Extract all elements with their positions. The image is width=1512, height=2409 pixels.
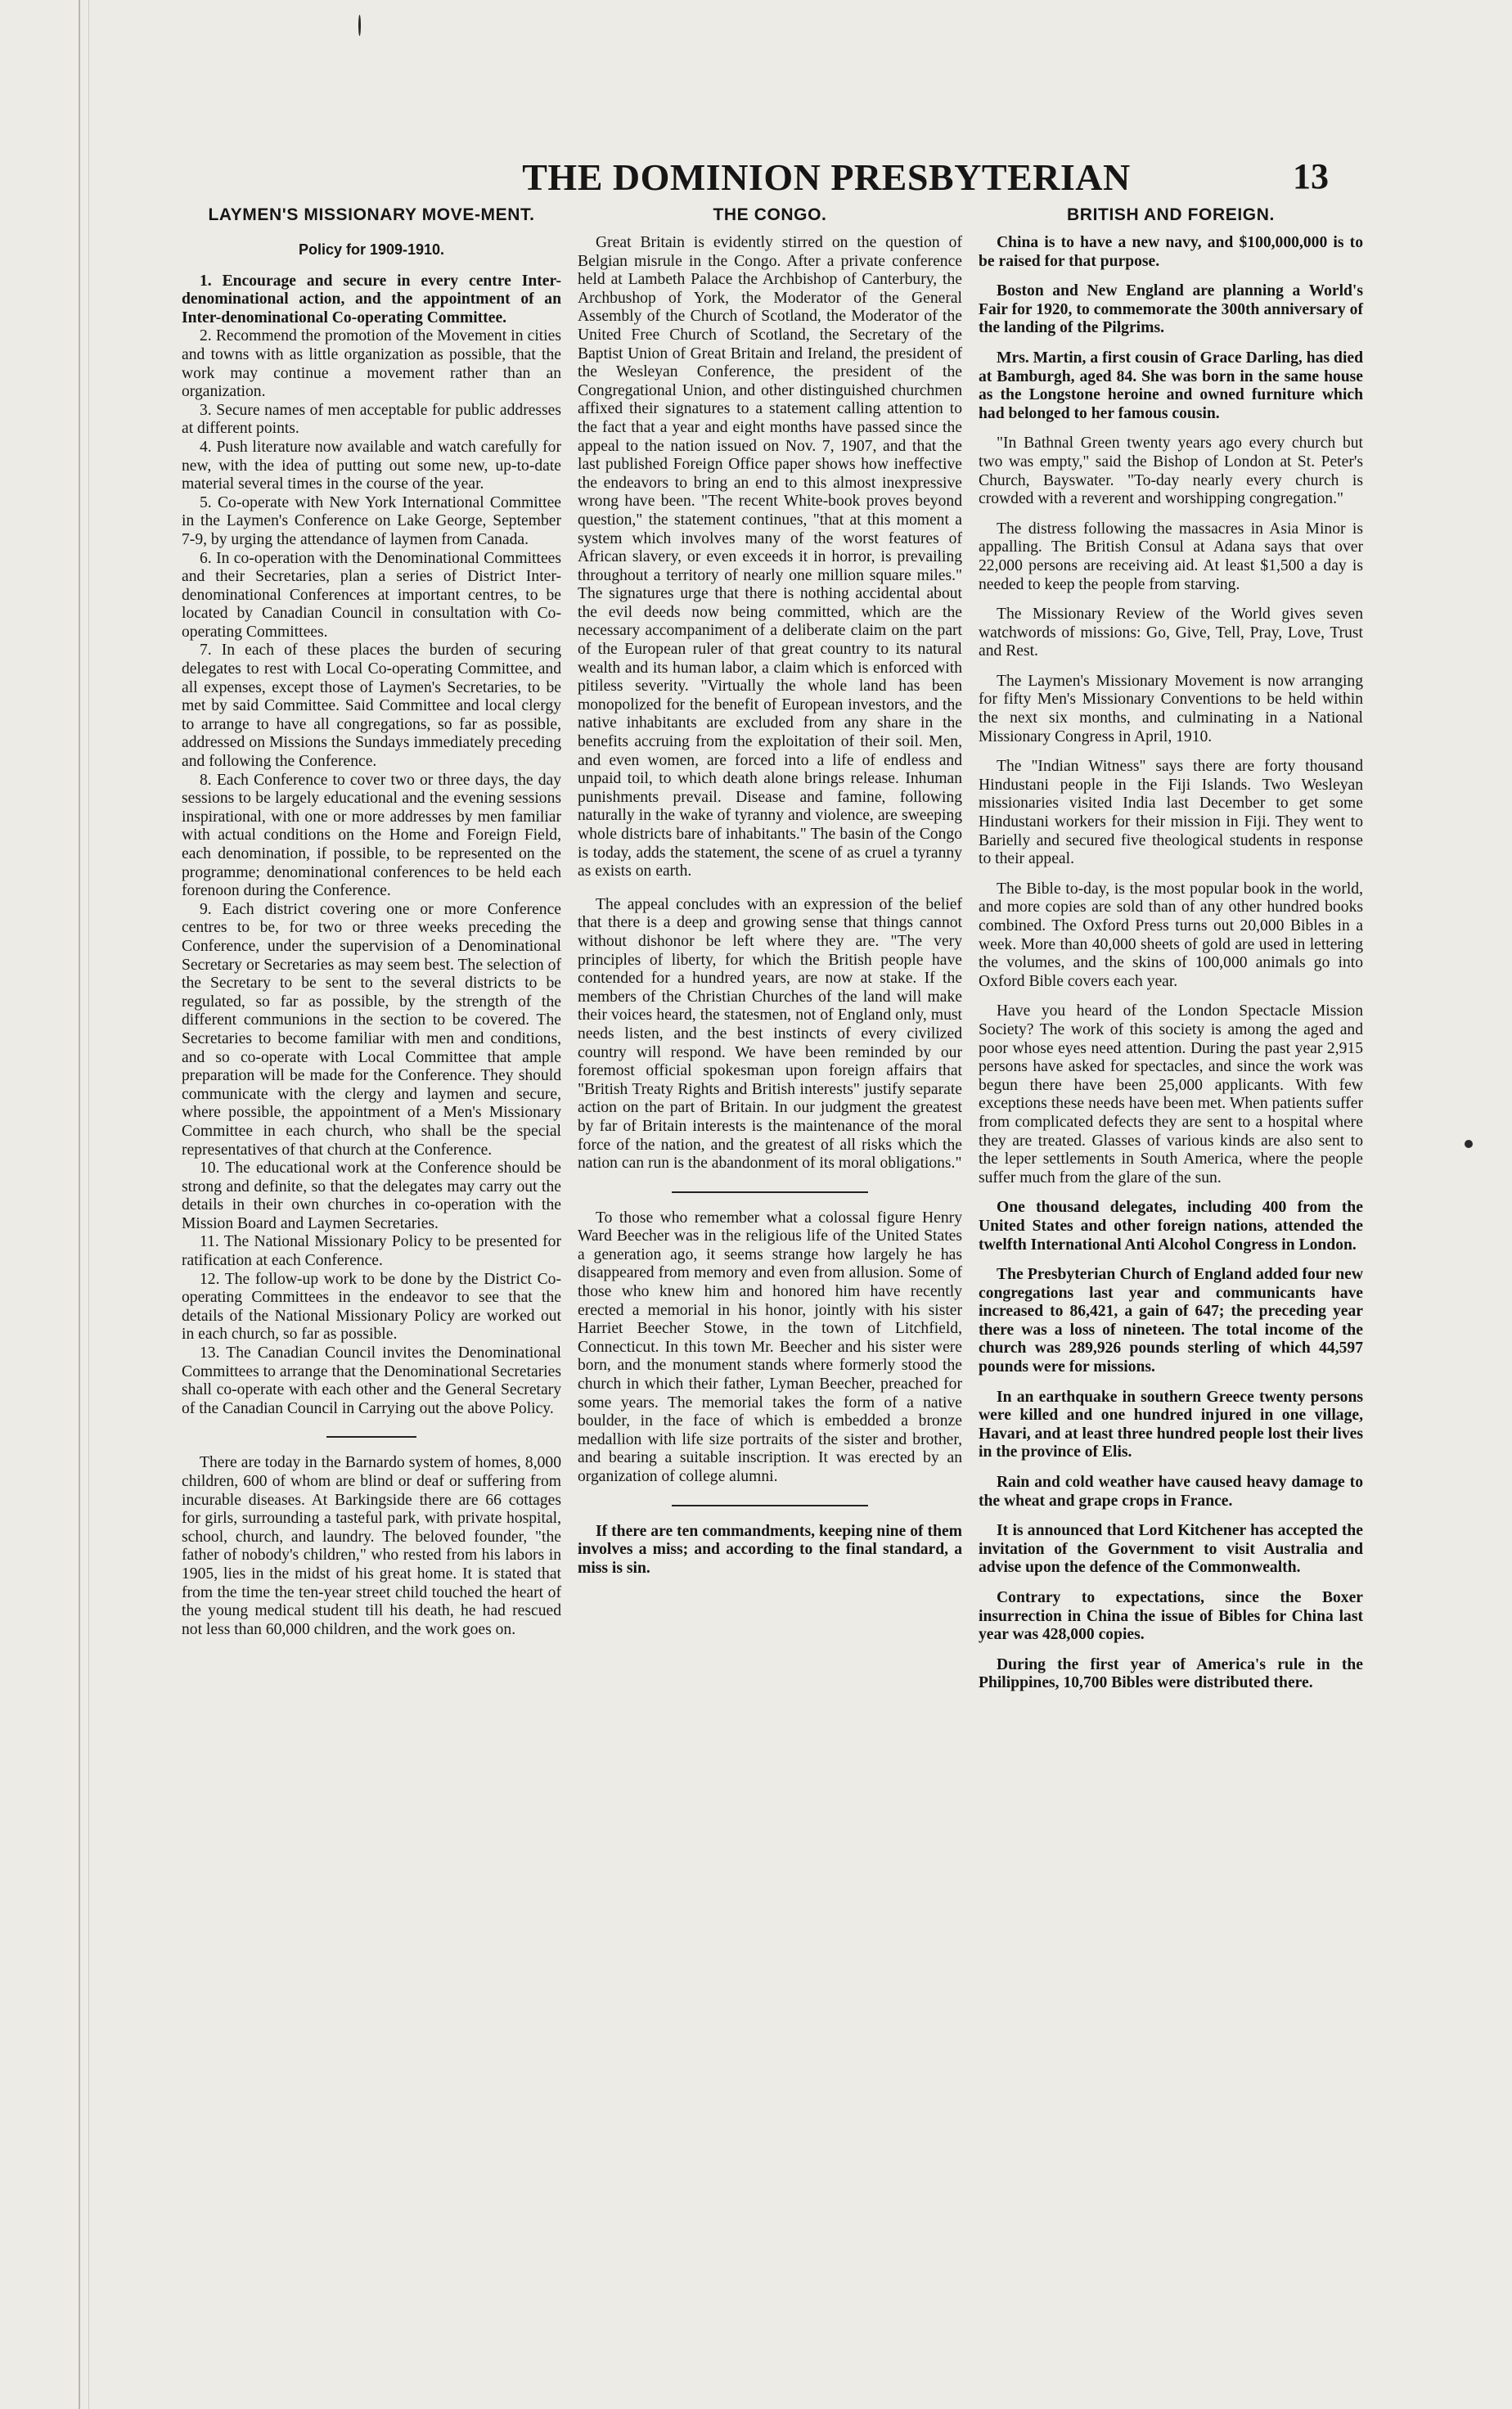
news-item: The Presbyterian Church of England added four new congregations last year and communicants have increased to 86,421, a gain of 647; the preceding year there was a loss of nineteen. The total income of the church was 289,926 pounds sterling of which 44,597 pounds were for missions. [979,1266,1363,1376]
congo-paragraph: The appeal concludes with an expression of the belief that there is a deep and growing sense that things cannot without dishonor be left where they are. "The very principles of liberty, for which the British people have contended for a hundred years, are now at stake. If the members of the Christian Churches of the land will make their voices heard, the statesmen, not of England only, must needs listen, and the best instincts of every civilized country will respond. We have been reminded by our foremost official spokesman upon foreign affairs that "British Treaty Rights and British interests" justify separate action on the part of Britain. In our judgment the greatest by far of Britain interests is the maintenance of the moral force of the nation, and the greatest of all risks which the nation can run is the abandonment of its moral obligations." [578,895,962,1173]
news-item: One thousand delegates, including 400 from the United States and other foreign nations, attended the twelfth International Anti Alcohol Congress in London. [979,1199,1363,1254]
news-item: The distress following the massacres in Asia Minor is appalling. The British Consul at Adana says that over 22,000 persons are receiving aid. At least $1,500 a day is needed to keep the people from starving. [979,520,1363,593]
news-item: During the first year of America's rule in the Philippines, 10,700 Bibles were distributed there. [979,1655,1363,1692]
column-congo [578,205,962,1578]
news-item: The Missionary Review of the World gives seven watchwords of missions: Go, Give, Tell, Pray, Love, Trust and Rest. [979,606,1363,660]
commandments-article: If there are ten commandments, keeping nine of them involves a miss; and according to the final standard, a miss is sin. [578,1522,962,1577]
news-item: Have you heard of the London Spectacle Mission Society? The work of this society is among the aged and poor whose eyes need attention. During the past year 2,915 persons have asked for spectacles, and since the work was begun there have been 25,000 applicants. With few exceptions these needs have been met. When patients suffer from complicated defects they are sent to a hospital where they are treated. Glasses of various kinds are also sent to the leper settlements in South America, where the people suffer much from the glare of the sun. [979,1002,1363,1186]
barnardo-article: There are today in the Barnardo system of homes, 8,000 children, 600 of whom are blind or deaf or suffering from incurable diseases. At Barkingside there are 66 cottages for girls, surrounding a tasteful park, with private hospital, school, church, and laundry. The beloved founder, "the father of nobody's children," who rested from his labors in 1905, lies in the midst of his great home. It is stated that from the time the ten-year street child touched the heart of the young medical student till his death, he had rescued not less than 60,000 children, and the work goes on. [182,1454,561,1638]
section-divider [326,1436,416,1438]
scan-mark [358,15,361,36]
news-item: The Bible to-day, is the most popular book in the world, and more copies are sold than of any other hundred books combined. The Oxford Press turns out 20,000 Bibles in a week. More than 40,000 sheets of gold are used in lettering the volumes, and the skins of 100,000 animals go into Oxford Bible covers each year. [979,880,1363,990]
policy-item: 2. Recommend the promotion of the Movement in cities and towns with as little organization as possible, that the work may continue a movement rather than an organization. [182,327,561,401]
news-item: Mrs. Martin, a first cousin of Grace Darling, has died at Bamburgh, aged 84. She was born in the same house as the Longstone heroine and owned furniture which had belonged to her famous cousin. [979,349,1363,422]
article-subheading: Policy for 1909-1910. [298,241,445,258]
page-number: 13 [1293,156,1329,196]
policy-item: 9. Each district covering one or more Conference centres to be, for two or three weeks preceding the Conference, under the supervision of a Denominational Secretary or Secretaries as may seem best. The selection of the Secretary to be sent to the several districts to be regulated, so far as possible, by the strength of the different communions in the section to be covered. The Secretaries to become familiar with men and conditions, and so co-operate with Local Committee that ample preparation will be made for the Conference. They should communicate with the clergy and laymen and secure, where possible, the appointment of a Men's Missionary Committee in each church, who shall be the special representatives of that church at the Conference. [182,900,561,1159]
masthead: THE DOMINION PRESBYTERIAN [522,156,1131,198]
policy-item: 1. Encourage and secure in every centre Inter-denominational action, and the appointment of an Inter-denominational Co-operating Committee. [182,272,561,326]
binding-edge-line [79,0,80,2409]
policy-item: 10. The educational work at the Conference should be strong and definite, so that the delegates may carry out the details in their own churches in co-operation with the Mission Board and Laymen Secretaries. [182,1159,561,1232]
news-item: Rain and cold weather have caused heavy damage to the wheat and grape crops in France. [979,1474,1363,1510]
policy-item: 7. In each of these places the burden of securing delegates to rest with Local Co-operating Committee, and all expenses, except those of Laymen's Secretaries, to be met by said Committee. Said Committee and local clergy to arrange to have all congregations, so far as possible, addressed on Missions the Sundays immediately preceding and following the Conference. [182,642,561,771]
policy-item: 12. The follow-up work to be done by the District Co-operating Committees in the endeavor to see that the details of the National Missionary Policy are worked out in each church, so far as possible. [182,1270,561,1344]
news-item: In an earthquake in southern Greece twenty persons were killed and one hundred injured in one village, Havari, and at least three hundred people lost their lives in the province of Elis. [979,1388,1363,1461]
policy-item: 4. Push literature now available and watch carefully for new, with the idea of putting out some new, up-to-date material several times in the course of the year. [182,438,561,493]
column-british-foreign [979,205,1363,1704]
article-heading: BRITISH AND FOREIGN. [1067,205,1275,224]
policy-item: 3. Secure names of men acceptable for public addresses at different points. [182,401,561,438]
news-item: China is to have a new navy, and $100,000,000 is to be raised for that purpose. [979,234,1363,270]
column-laymens-movement [182,205,561,1639]
article-heading: LAYMEN'S MISSIONARY MOVE-MENT. [208,205,535,224]
news-item: "In Bathnal Green twenty years ago every church but two was empty," said the Bishop of London at St. Peter's Church, Bayswater. "To-day nearly every church is crowded with a reverent and worshipping congregation." [979,435,1363,508]
binding-edge-line-inner [88,0,89,2409]
beecher-article: To those who remember what a colossal figure Henry Ward Beecher was in the religious life of the United States a generation ago, it seems strange how largely he has disappeared from memory and even from allusion. Some of those who knew him and honored him have recently erected a memorial in his honor, jointly with his sister Harriet Beecher Stowe, in the town of Litchfield, Connecticut. In this town Mr. Beecher and his sister were born, and the monument stands where formerly stood the church in which their father, Lyman Beecher, preached for some years. The memorial takes the form of a native boulder, in the face of which is embedded a bronze medallion with life size portraits of the sister and brother, and bearing a suitable inscription. It was erected by an organization of college alumni. [578,1209,962,1485]
news-item: Contrary to expectations, since the Boxer insurrection in China the issue of Bibles for China last year was 428,000 copies. [979,1589,1363,1644]
scan-mark [1465,1140,1473,1148]
news-item: It is announced that Lord Kitchener has accepted the invitation of the Government to visit Australia and advise upon the defence of the Commonwealth. [979,1522,1363,1577]
news-item: The "Indian Witness" says there are forty thousand Hindustani people in the Fiji Islands. Two Wesleyan missionaries visited India last December to get some Hindustani workers for their mission in Fiji. They went to Barielly and secured five theological students in response to their appeal. [979,758,1363,868]
policy-item: 5. Co-operate with New York International Committee in the Laymen's Conference on Lake George, September 7-9, by urging the attendance of laymen from Canada. [182,493,561,548]
policy-list [182,272,561,1419]
section-divider [672,1505,868,1506]
policy-item: 6. In co-operation with the Denominational Committees and their Secretaries, plan a series of District Inter-denominational Conferences at important centres, to be located by Canadian Council in consultation with Co-operating Committees. [182,549,561,641]
policy-item: 11. The National Missionary Policy to be presented for ratification at each Conference. [182,1233,561,1270]
news-item: The Laymen's Missionary Movement is now arranging for fifty Men's Missionary Conventions to be held within the next six months, and culminating in a National Missionary Congress in April, 1910. [979,672,1363,745]
news-item: Boston and New England are planning a World's Fair for 1920, to commemorate the 300th anniversary of the landing of the Pilgrims. [979,282,1363,337]
section-divider [672,1191,868,1193]
policy-item: 13. The Canadian Council invites the Denominational Committees to arrange that the Denominational Secretaries shall co-operate with each other and the General Secretary of the Canadian Council in Carrying out the above Policy. [182,1344,561,1417]
article-heading: THE CONGO. [713,205,827,224]
congo-paragraph: Great Britain is evidently stirred on the question of Belgian misrule in the Congo. After a private conference held at Lambeth Palace the Archbishop of Canterbury, the Archbushop of York, the Moderator of the General Assembly of the Church of Scotland, the Moderator of the United Free Church of Scotland, the Secretary of the Baptist Union of Great Britain and Ireland, the president of the Wesleyan Conference, the president of the Congregational Union, and other distinguished churchmen affixed their signatures to a statement calling attention to the fact that a year and eight months have passed since the appeal to the nation issued on Nov. 7, 1907, and that the last published Foreign Office paper shows how ineffective the endeavors to bring an end to this almost inexpressive wrong have been. "The recent White-book proves beyond question," the statement continues, "that at this moment a system which involves many of the worst features of African slavery, or even exceeds it in horror, is prevailing throughout a territory of nearly one million square miles." The signatures urge that there is nothing accidental about the evil deeds now being committed, which are the necessary accompaniment of a deliberate claim on the part of the European ruler of that great country to its natural wealth and its human labor, a claim which is enforced with pitiless severity. "Virtually the whole land has been monopolized for the benefit of European investors, and the native inhabitants are excluded from any share in the benefits accruing from the exploitation of their soil. Men, and even women, are forced into a life of endless and unpaid toil, to which death alone brings release. Inhuman punishments prevail. Disease and famine, following naturally in the wake of tyranny and violence, are sweeping whole districts bare of inhabitants." The basin of the Congo is today, adds the statement, the scene of as cruel a tyranny as exists on earth. [578,234,962,880]
policy-item: 8. Each Conference to cover two or three days, the day sessions to be largely educational and the evening sessions inspirational, with one or more addresses by men familiar with actual conditions on the Home and Foreign Field, each denomination, if possible, to be represented on the programme; denominational conferences to be held each forenoon during the Conference. [182,771,561,900]
